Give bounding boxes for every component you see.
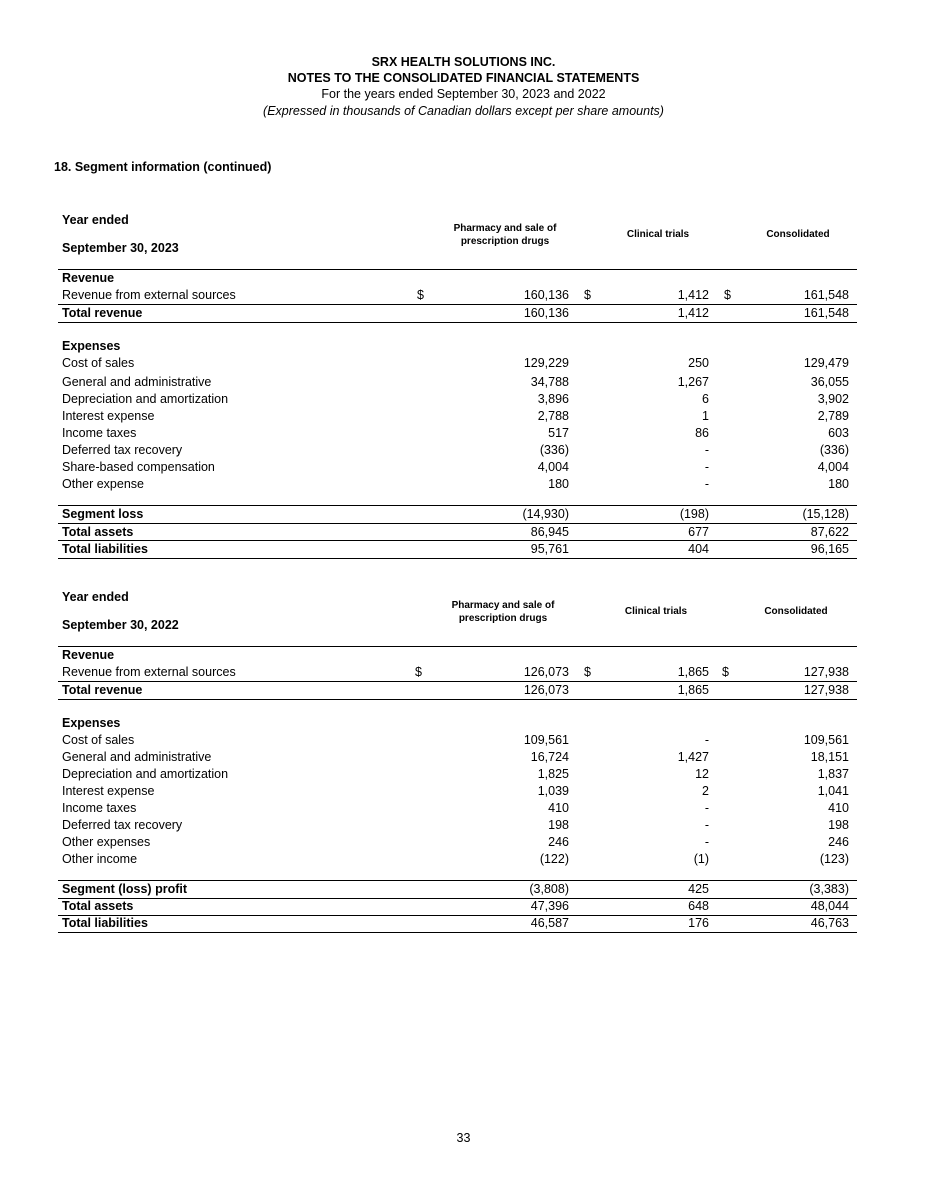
row-label: Revenue from external sources xyxy=(62,288,236,302)
row-label: Revenue from external sources xyxy=(62,665,236,679)
row-label: Total assets xyxy=(62,899,134,913)
table-row xyxy=(62,408,857,425)
value-clinical: 250 xyxy=(688,356,709,370)
value-consolidated: 603 xyxy=(828,426,849,440)
column-header-consolidated: Consolidated xyxy=(764,606,828,617)
year-date-label: September 30, 2023 xyxy=(62,241,179,255)
row-label: Interest expense xyxy=(62,784,155,798)
column-header-pharmacy xyxy=(428,599,578,625)
value-consolidated: 198 xyxy=(828,818,849,832)
value-pharmacy: 126,073 xyxy=(523,683,569,697)
table-row xyxy=(62,783,857,800)
table-row xyxy=(62,732,857,749)
currency-symbol: $ xyxy=(417,288,424,302)
table-row xyxy=(62,425,857,442)
column-header-consolidated: Consolidated xyxy=(766,229,830,240)
row-label: Other income xyxy=(62,852,138,866)
value-pharmacy: 517 xyxy=(548,426,569,440)
row-label: Income taxes xyxy=(62,426,137,440)
row-label: Cost of sales xyxy=(62,733,135,747)
row-label: Total revenue xyxy=(62,683,143,697)
value-pharmacy: (336) xyxy=(539,443,569,457)
company-name: SRX HEALTH SOLUTIONS INC. xyxy=(371,55,556,69)
value-pharmacy: 109,561 xyxy=(523,733,569,747)
table-row xyxy=(62,476,857,493)
value-consolidated: 48,044 xyxy=(810,899,849,913)
value-consolidated: 1,837 xyxy=(817,767,849,781)
value-pharmacy: (14,930) xyxy=(522,507,569,521)
row-label: Deferred tax recovery xyxy=(62,443,183,457)
table-row xyxy=(62,442,857,459)
total-assets-row xyxy=(62,898,857,915)
table-row xyxy=(62,766,857,783)
value-consolidated: 18,151 xyxy=(810,750,849,764)
value-pharmacy: 1,039 xyxy=(537,784,569,798)
expenses-heading: Expenses xyxy=(62,716,121,730)
total-liabilities-row xyxy=(62,915,857,932)
value-pharmacy: 198 xyxy=(548,818,569,832)
value-clinical: - xyxy=(704,801,709,815)
value-pharmacy: 410 xyxy=(548,801,569,815)
row-label: Deferred tax recovery xyxy=(62,818,183,832)
row-label: Share-based compensation xyxy=(62,460,215,474)
table-row xyxy=(62,287,857,304)
table-row xyxy=(62,749,857,766)
table-row xyxy=(62,391,857,408)
expenses-heading: Expenses xyxy=(62,339,121,353)
total-revenue-row xyxy=(62,682,857,699)
value-clinical: 1,267 xyxy=(677,375,709,389)
row-label: Other expense xyxy=(62,477,144,491)
value-clinical: 86 xyxy=(695,426,709,440)
value-clinical: 1,865 xyxy=(677,665,709,679)
revenue-heading: Revenue xyxy=(62,271,115,285)
value-clinical: (1) xyxy=(693,852,709,866)
segment-result-row xyxy=(62,506,857,523)
value-consolidated: 129,479 xyxy=(803,356,849,370)
value-clinical: 1,412 xyxy=(677,288,709,302)
total-liabilities-row xyxy=(62,541,857,558)
currency-symbol: $ xyxy=(722,665,729,679)
table-row xyxy=(62,851,857,868)
value-pharmacy: 95,761 xyxy=(530,542,569,556)
divider xyxy=(58,699,857,700)
value-consolidated: 109,561 xyxy=(803,733,849,747)
value-consolidated: 410 xyxy=(828,801,849,815)
table-row xyxy=(62,374,857,391)
total-revenue-row xyxy=(62,305,857,322)
divider xyxy=(58,322,857,323)
section-title: 18. Segment information (continued) xyxy=(54,160,272,174)
value-clinical: 1,427 xyxy=(677,750,709,764)
document-title: NOTES TO THE CONSOLIDATED FINANCIAL STATEMENTS xyxy=(287,71,640,85)
row-label: Total liabilities xyxy=(62,542,148,556)
row-label: Segment loss xyxy=(62,507,144,521)
column-header-pharmacy-line1: Pharmacy and sale of xyxy=(451,600,555,611)
value-pharmacy: (3,808) xyxy=(529,882,569,896)
column-header-pharmacy-line2: prescription drugs xyxy=(460,236,550,247)
value-clinical: 1 xyxy=(702,409,709,423)
year-date-label: September 30, 2022 xyxy=(62,618,179,632)
year-ended-label: Year ended xyxy=(62,590,129,604)
value-consolidated: (3,383) xyxy=(809,882,849,896)
column-header-clinical: Clinical trials xyxy=(626,229,690,240)
value-clinical: 6 xyxy=(702,392,709,406)
value-pharmacy: 246 xyxy=(548,835,569,849)
table-row xyxy=(62,834,857,851)
row-label: Depreciation and amortization xyxy=(62,767,229,781)
divider xyxy=(58,269,857,270)
value-consolidated: 4,004 xyxy=(817,460,849,474)
column-header-pharmacy xyxy=(430,222,580,248)
value-consolidated: (15,128) xyxy=(802,507,849,521)
value-pharmacy: 126,073 xyxy=(523,665,569,679)
value-consolidated: 161,548 xyxy=(803,306,849,320)
table-row xyxy=(62,664,857,681)
value-consolidated: 2,789 xyxy=(817,409,849,423)
row-label: Total revenue xyxy=(62,306,143,320)
divider xyxy=(58,558,857,559)
value-consolidated: 127,938 xyxy=(803,665,849,679)
value-pharmacy: 34,788 xyxy=(530,375,569,389)
currency-symbol: $ xyxy=(584,665,591,679)
value-consolidated: 96,165 xyxy=(810,542,849,556)
row-label: Income taxes xyxy=(62,801,137,815)
revenue-heading: Revenue xyxy=(62,648,115,662)
value-consolidated: (123) xyxy=(819,852,849,866)
row-label: Depreciation and amortization xyxy=(62,392,229,406)
value-consolidated: 161,548 xyxy=(803,288,849,302)
value-pharmacy: 3,896 xyxy=(537,392,569,406)
value-clinical: - xyxy=(704,460,709,474)
value-pharmacy: 129,229 xyxy=(523,356,569,370)
value-pharmacy: 16,724 xyxy=(530,750,569,764)
year-ended-label: Year ended xyxy=(62,213,129,227)
value-pharmacy: 1,825 xyxy=(537,767,569,781)
value-consolidated: 3,902 xyxy=(817,392,849,406)
divider xyxy=(58,646,857,647)
period-subtitle: For the years ended September 30, 2023 and 2022 xyxy=(321,87,606,101)
page-number: 33 xyxy=(456,1131,471,1145)
row-label: Total assets xyxy=(62,525,134,539)
value-pharmacy: 160,136 xyxy=(523,288,569,302)
value-clinical: 425 xyxy=(688,882,709,896)
value-consolidated: 87,622 xyxy=(810,525,849,539)
value-pharmacy: 180 xyxy=(548,477,569,491)
table-row xyxy=(62,800,857,817)
column-header-clinical: Clinical trials xyxy=(624,606,688,617)
total-assets-row xyxy=(62,524,857,541)
row-label: Cost of sales xyxy=(62,356,135,370)
row-label: General and administrative xyxy=(62,750,212,764)
value-clinical: - xyxy=(704,818,709,832)
table-row xyxy=(62,817,857,834)
row-label: Interest expense xyxy=(62,409,155,423)
value-clinical: 677 xyxy=(688,525,709,539)
value-clinical: 1,865 xyxy=(677,683,709,697)
value-clinical: 2 xyxy=(702,784,709,798)
row-label: General and administrative xyxy=(62,375,212,389)
value-pharmacy: 2,788 xyxy=(537,409,569,423)
value-clinical: 12 xyxy=(695,767,709,781)
row-label: Total liabilities xyxy=(62,916,148,930)
divider xyxy=(58,932,857,933)
value-clinical: 648 xyxy=(688,899,709,913)
value-clinical: - xyxy=(704,477,709,491)
value-pharmacy: (122) xyxy=(539,852,569,866)
currency-symbol: $ xyxy=(415,665,422,679)
currency-symbol: $ xyxy=(724,288,731,302)
value-pharmacy: 4,004 xyxy=(537,460,569,474)
row-label: Other expenses xyxy=(62,835,151,849)
value-consolidated: 36,055 xyxy=(810,375,849,389)
table-row xyxy=(62,459,857,476)
value-clinical: - xyxy=(704,443,709,457)
value-consolidated: 246 xyxy=(828,835,849,849)
segment-result-row xyxy=(62,881,857,898)
column-header-pharmacy-line1: Pharmacy and sale of xyxy=(453,223,557,234)
value-clinical: 176 xyxy=(688,916,709,930)
currency-symbol: $ xyxy=(584,288,591,302)
currency-note: (Expressed in thousands of Canadian dollars except per share amounts) xyxy=(263,104,664,118)
value-consolidated: 180 xyxy=(828,477,849,491)
value-pharmacy: 160,136 xyxy=(523,306,569,320)
value-consolidated: 127,938 xyxy=(803,683,849,697)
value-clinical: 1,412 xyxy=(677,306,709,320)
value-clinical: 404 xyxy=(688,542,709,556)
row-label: Segment (loss) profit xyxy=(62,882,188,896)
value-clinical: - xyxy=(704,835,709,849)
value-pharmacy: 46,587 xyxy=(530,916,569,930)
value-pharmacy: 47,396 xyxy=(530,899,569,913)
table-row xyxy=(62,355,857,372)
value-consolidated: 1,041 xyxy=(817,784,849,798)
value-pharmacy: 86,945 xyxy=(530,525,569,539)
value-consolidated: (336) xyxy=(819,443,849,457)
column-header-pharmacy-line2: prescription drugs xyxy=(458,613,548,624)
value-clinical: - xyxy=(704,733,709,747)
value-clinical: (198) xyxy=(679,507,709,521)
value-consolidated: 46,763 xyxy=(810,916,849,930)
